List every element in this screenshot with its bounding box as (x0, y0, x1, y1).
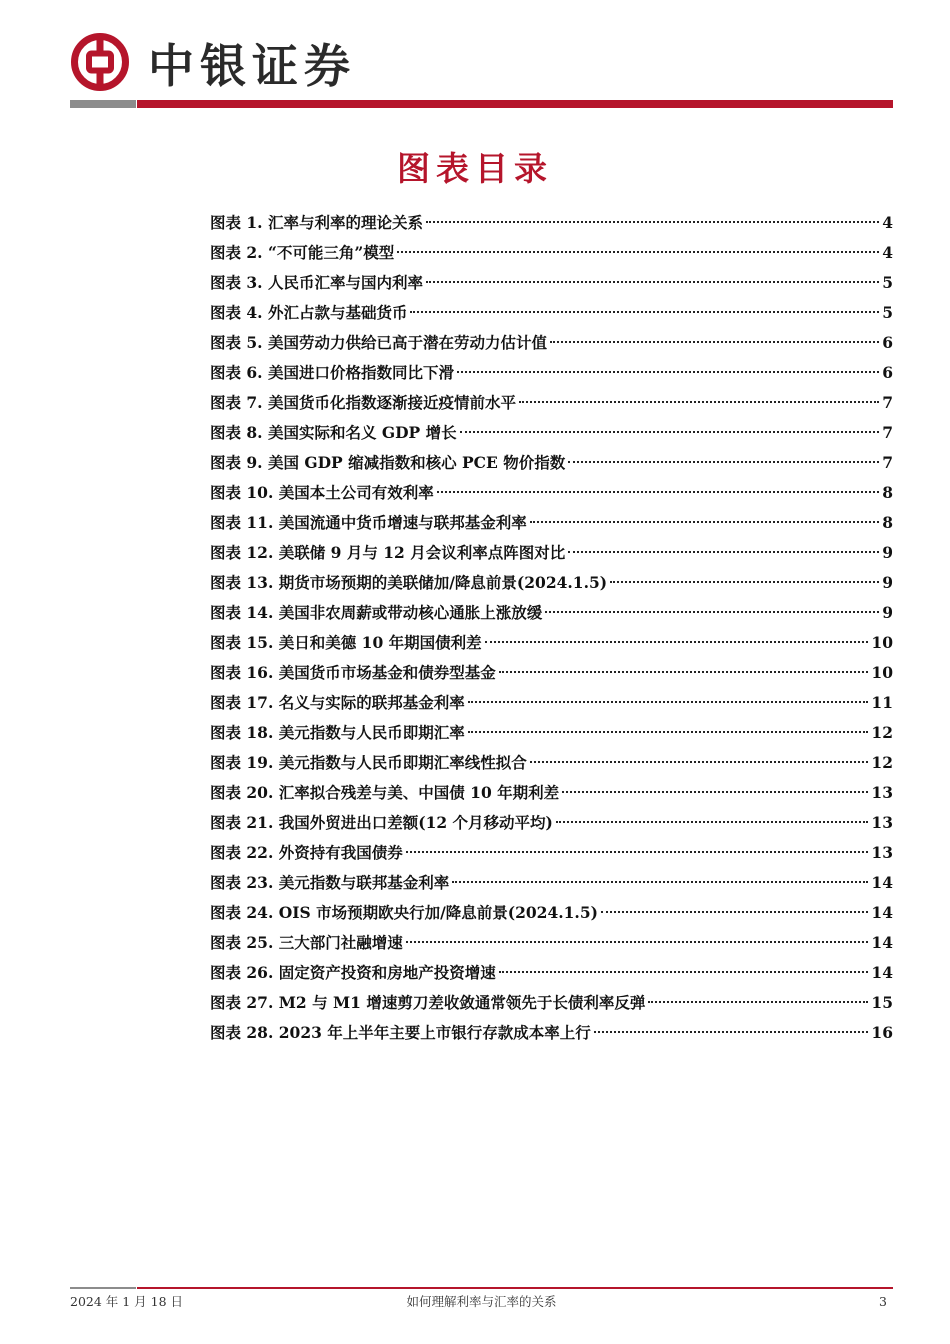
toc-dot-leader (562, 791, 868, 793)
toc-title: 图表目录 (397, 149, 553, 188)
toc-entry[interactable] (210, 808, 893, 838)
toc-entry-page: 14 (871, 873, 893, 892)
toc-entry[interactable] (210, 448, 893, 478)
toc-entry[interactable] (210, 268, 893, 298)
toc-dot-leader (530, 521, 879, 523)
toc-entry-label: 图表 11. 美国流通中货币增速与联邦基金利率 (210, 513, 527, 532)
toc-entry-label: 图表 8. 美国实际和名义 GDP 增长 (210, 423, 457, 442)
toc-entry-page: 4 (882, 243, 893, 262)
toc-entry-page: 8 (882, 483, 893, 502)
toc-entry-page: 15 (871, 993, 893, 1012)
toc-dot-leader (568, 551, 879, 553)
toc-entry[interactable] (210, 208, 893, 238)
toc-entry[interactable] (210, 748, 893, 778)
toc-entry[interactable] (210, 628, 893, 658)
toc-entry-label: 图表 1. 汇率与利率的理论关系 (210, 213, 423, 232)
toc-dot-leader (519, 401, 879, 403)
toc-entry[interactable] (210, 868, 893, 898)
toc-entry[interactable] (210, 568, 893, 598)
toc-entry-page: 7 (882, 393, 893, 412)
toc-dot-leader (406, 941, 869, 943)
brand-name: 中银证券 (148, 39, 356, 93)
toc-entry-label: 图表 4. 外汇占款与基础货币 (210, 303, 408, 322)
toc-entry-page: 11 (871, 693, 893, 712)
toc-dot-leader (437, 491, 879, 493)
toc-entry-page: 14 (871, 933, 893, 952)
toc-dot-leader (568, 461, 879, 463)
toc-dot-leader (468, 701, 869, 703)
toc-entry-page: 7 (882, 423, 893, 442)
toc-entry-page: 4 (882, 213, 893, 232)
toc-entry-page: 5 (882, 273, 893, 292)
header-rule-red (137, 100, 893, 108)
toc-entry-label: 图表 25. 三大部门社融增速 (210, 933, 403, 952)
toc-entry-label: 图表 2. “不可能三角”模型 (210, 243, 395, 262)
toc-entry[interactable] (210, 658, 893, 688)
toc-dot-leader (485, 641, 869, 643)
page-header (0, 0, 950, 112)
toc-dot-leader (468, 731, 869, 733)
toc-entry-label: 图表 14. 美国非农周薪或带动核心通胀上涨放缓 (210, 603, 543, 622)
footer-doc-title: 如何理解利率与汇率的关系 (406, 1294, 557, 1309)
toc-dot-leader (594, 1031, 869, 1033)
toc-entry[interactable] (210, 928, 893, 958)
toc-entry[interactable] (210, 478, 893, 508)
toc-entry[interactable] (210, 328, 893, 358)
toc-entry[interactable] (210, 358, 893, 388)
toc-dot-leader (610, 581, 879, 583)
toc-entry-label: 图表 10. 美国本土公司有效利率 (210, 483, 434, 502)
toc-entry[interactable] (210, 838, 893, 868)
toc-entry-label: 图表 17. 名义与实际的联邦基金利率 (210, 693, 465, 712)
bank-of-china-logo-icon (70, 32, 130, 92)
toc-dot-leader (406, 851, 869, 853)
toc-entry-label: 图表 22. 外资持有我国债券 (210, 843, 403, 862)
footer-date: 2024 年 1 月 18 日 (70, 1294, 184, 1309)
toc-entry-page: 7 (882, 453, 893, 472)
toc-dot-leader (556, 821, 869, 823)
toc-entry-page: 9 (882, 543, 893, 562)
toc-dot-leader (530, 761, 869, 763)
toc-entry-label: 图表 23. 美元指数与联邦基金利率 (210, 873, 450, 892)
toc-entry-page: 10 (871, 663, 893, 682)
toc-dot-leader (457, 371, 879, 373)
toc-entry-page: 9 (882, 603, 893, 622)
toc-entry-label: 图表 13. 期货市场预期的美联储加/降息前景(2024.1.5) (210, 573, 608, 592)
toc-entry-page: 13 (871, 843, 893, 862)
toc-entry[interactable] (210, 958, 893, 988)
toc-entry-page: 12 (871, 753, 893, 772)
toc-entry[interactable] (210, 988, 893, 1018)
toc-dot-leader (426, 221, 879, 223)
toc-entry[interactable] (210, 508, 893, 538)
toc-dot-leader (410, 311, 879, 313)
toc-entry-page: 6 (882, 363, 893, 382)
toc-entry[interactable] (210, 538, 893, 568)
toc-entry-page: 13 (871, 783, 893, 802)
toc-entry-label: 图表 5. 美国劳动力供给已高于潜在劳动力估计值 (210, 333, 547, 352)
toc-entry-label: 图表 12. 美联储 9 月与 12 月会议利率点阵图对比 (210, 543, 566, 562)
toc-entry-label: 图表 6. 美国进口价格指数同比下滑 (210, 363, 454, 382)
toc-entry-page: 5 (882, 303, 893, 322)
toc-entry-label: 图表 16. 美国货币市场基金和债券型基金 (210, 663, 496, 682)
toc-dot-leader (426, 281, 879, 283)
toc-entry[interactable] (210, 298, 893, 328)
toc-entry-label: 图表 28. 2023 年上半年主要上市银行存款成本率上行 (210, 1023, 591, 1042)
toc-entry[interactable] (210, 388, 893, 418)
footer-page-number: 3 (879, 1294, 887, 1309)
toc-entry[interactable] (210, 718, 893, 748)
footer-rule-grey (70, 1287, 136, 1289)
toc-entry-page: 6 (882, 333, 893, 352)
toc-entry-page: 9 (882, 573, 893, 592)
toc-entry-label: 图表 21. 我国外贸进出口差额(12 个月移动平均) (210, 813, 553, 832)
table-of-figures (210, 208, 893, 1048)
toc-dot-leader (601, 911, 868, 913)
toc-entry[interactable] (210, 598, 893, 628)
toc-entry[interactable] (210, 238, 893, 268)
toc-entry-label: 图表 20. 汇率拟合残差与美、中国债 10 年期利差 (210, 783, 560, 802)
toc-entry[interactable] (210, 778, 893, 808)
toc-entry-page: 16 (871, 1023, 893, 1042)
toc-entry-label: 图表 19. 美元指数与人民币即期汇率线性拟合 (210, 753, 527, 772)
toc-entry-label: 图表 27. M2 与 M1 增速剪刀差收敛通常领先于长债利率反弹 (210, 993, 646, 1012)
toc-dot-leader (499, 971, 869, 973)
toc-entry-label: 图表 9. 美国 GDP 缩减指数和核心 PCE 物价指数 (210, 453, 566, 472)
toc-dot-leader (397, 251, 879, 253)
page-footer (70, 1292, 893, 1312)
toc-entry-label: 图表 15. 美日和美德 10 年期国债利差 (210, 633, 482, 652)
toc-entry-label: 图表 7. 美国货币化指数逐渐接近疫情前水平 (210, 393, 516, 412)
toc-entry-label: 图表 26. 固定资产投资和房地产投资增速 (210, 963, 496, 982)
toc-entry[interactable] (210, 898, 893, 928)
toc-dot-leader (452, 881, 868, 883)
toc-dot-leader (648, 1001, 868, 1003)
toc-entry-label: 图表 18. 美元指数与人民币即期汇率 (210, 723, 465, 742)
toc-entry-page: 12 (871, 723, 893, 742)
toc-dot-leader (550, 341, 879, 343)
toc-entry-page: 10 (871, 633, 893, 652)
toc-entry-label: 图表 24. OIS 市场预期欧央行加/降息前景(2024.1.5) (210, 903, 598, 922)
toc-entry-label: 图表 3. 人民币汇率与国内利率 (210, 273, 423, 292)
toc-dot-leader (499, 671, 869, 673)
header-rule-grey (70, 100, 136, 108)
toc-entry[interactable] (210, 418, 893, 448)
toc-entry-page: 14 (871, 903, 893, 922)
toc-dot-leader (545, 611, 879, 613)
footer-rule-red (137, 1287, 893, 1289)
toc-entry-page: 13 (871, 813, 893, 832)
toc-entry-page: 8 (882, 513, 893, 532)
toc-entry[interactable] (210, 1018, 893, 1048)
toc-dot-leader (460, 431, 880, 433)
toc-entry-page: 14 (871, 963, 893, 982)
toc-entry[interactable] (210, 688, 893, 718)
